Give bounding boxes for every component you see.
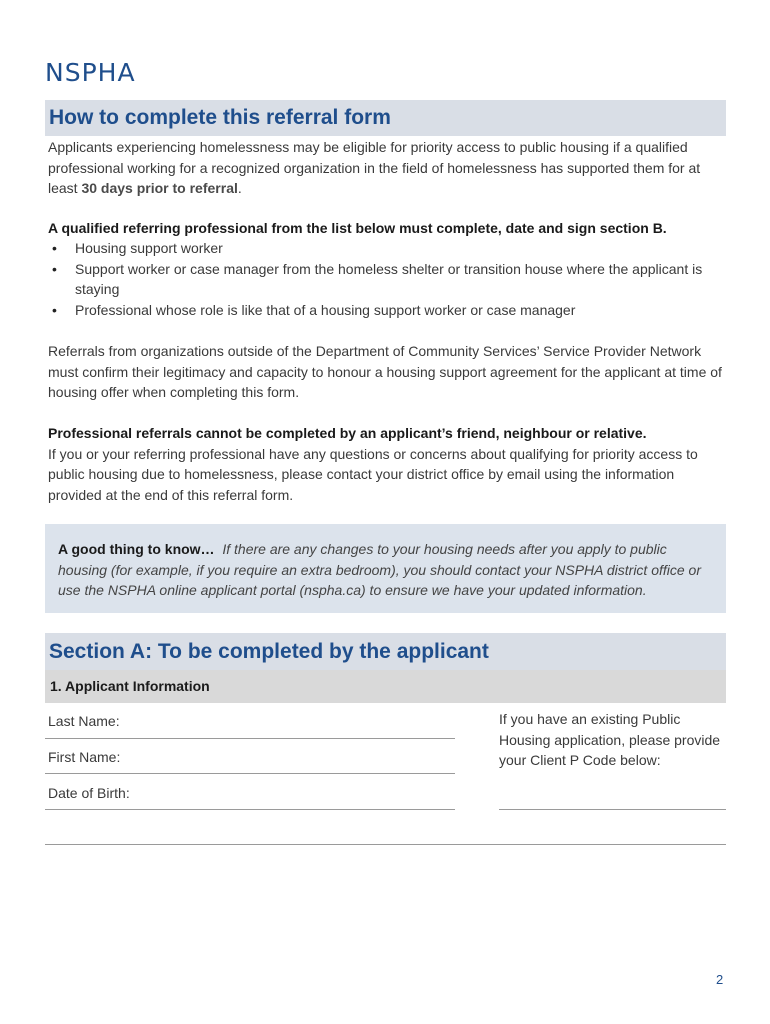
nspha-logo: NSPHA: [45, 58, 136, 87]
good-to-know-text: [58, 539, 713, 601]
good-to-know-box: [45, 524, 726, 613]
last-name-field[interactable]: [45, 738, 455, 739]
dob-label: Date of Birth:: [48, 785, 130, 801]
section-a-band: [45, 633, 726, 670]
no-friends-warning: Professional referrals cannot be completed by an applicant’s friend, neighbour or relative.: [48, 425, 647, 441]
referrals-paragraph: Referrals from organizations outside of the Department of Community Services’ Service Provider Network must confirm their legitimacy and capacity to honour a housing support agreement for the applicant at time of housing offer when completing this form.: [48, 343, 722, 401]
thirty-days-emphasis: 30 days prior to referral: [81, 180, 238, 197]
section-a-heading: Section A: To be completed by the applicant: [49, 640, 489, 663]
good-to-know-body: If there are any changes to your housing needs after you apply to public housing (for example, if you require an extra bedroom), you should contact your NSPHA district office or use the NSPHA online applicant portal (nspha.ca) to ensure we have your updated information.: [58, 541, 702, 599]
full-width-rule: [45, 844, 726, 845]
client-code-field[interactable]: [499, 809, 726, 810]
qualified-list: [48, 238, 708, 320]
list-item: • Housing support worker: [48, 238, 708, 259]
dob-field[interactable]: [45, 809, 455, 810]
first-name-label: First Name:: [48, 749, 121, 765]
contact-paragraph: [48, 423, 728, 505]
last-name-label: Last Name:: [48, 713, 120, 729]
qualified-heading-text: A qualified referring professional from the list below must complete, date and sign section B.: [48, 220, 667, 236]
intro-text-end: .: [237, 180, 242, 197]
client-code-prompt: If you have an existing Public Housing application, please provide your Client P Code below:: [499, 711, 721, 769]
applicant-info-heading: 1. Applicant Information: [50, 678, 210, 694]
good-to-know-lead: A good thing to know…: [58, 541, 215, 557]
qualified-heading: [48, 218, 728, 239]
intro-paragraph: [48, 137, 728, 199]
first-name-field[interactable]: [45, 773, 455, 774]
intro-heading: How to complete this referral form: [49, 106, 391, 129]
list-item: • Support worker or case manager from the homeless shelter or transition house where the applicant is staying: [48, 259, 708, 300]
page-number: 2: [716, 972, 724, 987]
applicant-info-band: [45, 670, 726, 703]
contact-text: If you or your referring professional have any questions or concerns about qualifying for priority access to public housing due to homelessness, please contact your district office by email using the information provided at the end of this referral form.: [48, 445, 698, 503]
list-item: • Professional whose role is like that of a housing support worker or case manager: [48, 300, 708, 321]
intro-text: Applicants experiencing homelessness may be eligible for priority access to public housing if a qualified professional working for a recognized organization in the field of homelessness has supported them for at least: [48, 139, 701, 197]
intro-heading-band: [45, 100, 726, 136]
